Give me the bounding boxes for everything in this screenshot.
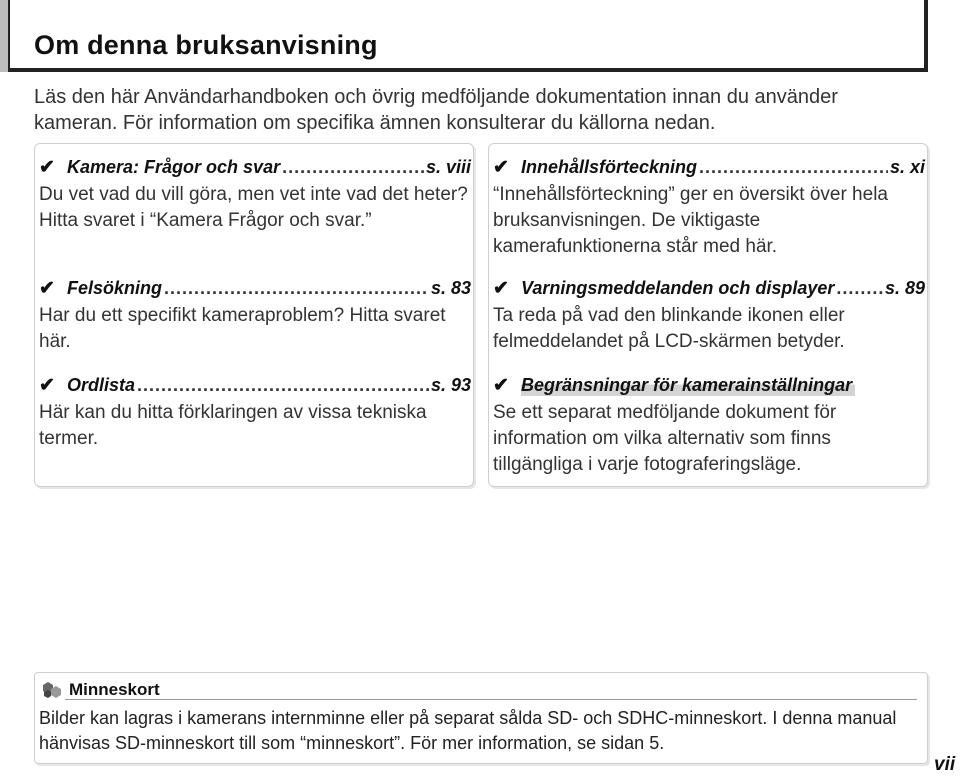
intro-paragraph: Läs den här Användarhandboken och övrig medföljande dokumentation innan du använder kameran. För information om specifika ämnen konsulterar du källorna nedan. — [34, 86, 838, 134]
leader-dots — [836, 278, 883, 299]
reference-item-header — [39, 156, 471, 179]
checkmark-icon: ✔ — [39, 375, 55, 396]
note-header — [41, 680, 160, 700]
header-accent-line — [8, 0, 10, 72]
reference-item-title: Innehållsförteckning — [521, 157, 698, 177]
page-title: Om denna bruksanvisning — [34, 30, 378, 60]
checkmark-icon: ✔ — [39, 278, 55, 299]
leader-dots — [164, 278, 429, 299]
reference-item-page: s. 83 — [430, 278, 471, 298]
left-reference-card — [34, 143, 474, 487]
note-header-rule — [65, 699, 917, 700]
reference-item-title: Varningsmeddelanden och displayer — [521, 278, 835, 298]
checkmark-icon: ✔ — [493, 278, 509, 299]
reference-item-title: Kamera: Frågor och svar — [67, 157, 281, 177]
reference-item-page: s. 89 — [884, 278, 925, 298]
reference-item-header — [493, 156, 925, 179]
reference-item-description: Du vet vad du vill göra, men vet inte vad det heter? Hitta svaret i “Kamera Frågor och svar.” — [39, 184, 468, 231]
reference-item-title: Felsökning — [67, 278, 163, 298]
reference-item-header — [493, 277, 925, 300]
reference-item-page: s. xi — [889, 157, 925, 177]
checkmark-icon: ✔ — [493, 157, 509, 178]
header-accent-bar — [0, 0, 8, 72]
reference-item-title: Begränsningar för kamerainställningar — [521, 375, 855, 396]
reference-item-description: Se ett separat medföljande dokument för information om vilka alternativ som finns tillgängliga i varje fotograferingsläge. — [493, 402, 837, 475]
reference-item-title: Ordlista — [67, 375, 136, 395]
leader-dots — [282, 157, 424, 178]
reference-item-kamera-faq — [39, 156, 471, 234]
note-title: Minneskort — [69, 680, 160, 699]
reference-item-page: s. viii — [425, 157, 471, 177]
reference-item-header — [39, 277, 471, 300]
reference-item-page: s. 93 — [430, 375, 471, 395]
reference-item-header — [493, 374, 925, 397]
checkmark-icon: ✔ — [493, 375, 509, 396]
right-reference-card — [488, 143, 928, 487]
header-rule-right — [924, 0, 928, 72]
header-rule — [10, 68, 928, 72]
reference-item-description: Här kan du hitta förklaringen av vissa tekniska termer. — [39, 402, 427, 449]
reference-item-begransningar — [493, 374, 925, 478]
note-body: Bilder kan lagras i kamerans internminne eller på separat sålda SD- och SDHC-minneskort. I denna manual hänvisas SD-minneskort till som “minneskort”. För mer information, se sidan 5. — [39, 708, 897, 753]
page-number: vii — [934, 754, 956, 775]
memory-card-note — [34, 672, 928, 764]
reference-item-header — [39, 374, 471, 397]
leader-dots — [699, 157, 888, 178]
reference-item-description: Ta reda på vad den blinkande ikonen eller felmeddelandet på LCD-skärmen betyder. — [493, 305, 845, 352]
leader-dots — [137, 375, 429, 396]
reference-item-description: “Innehållsförteckning” ger en översikt över hela bruksanvisningen. De viktigaste kamerafunktionerna står med här. — [493, 184, 888, 257]
reference-item-innehall — [493, 156, 925, 260]
reference-item-description: Har du ett specifikt kameraproblem? Hitta svaret här. — [39, 305, 446, 352]
memo-icon — [41, 681, 63, 699]
checkmark-icon: ✔ — [39, 157, 55, 178]
reference-item-ordlista — [39, 374, 471, 452]
reference-item-felsokning — [39, 277, 471, 355]
reference-item-varningar — [493, 277, 925, 355]
